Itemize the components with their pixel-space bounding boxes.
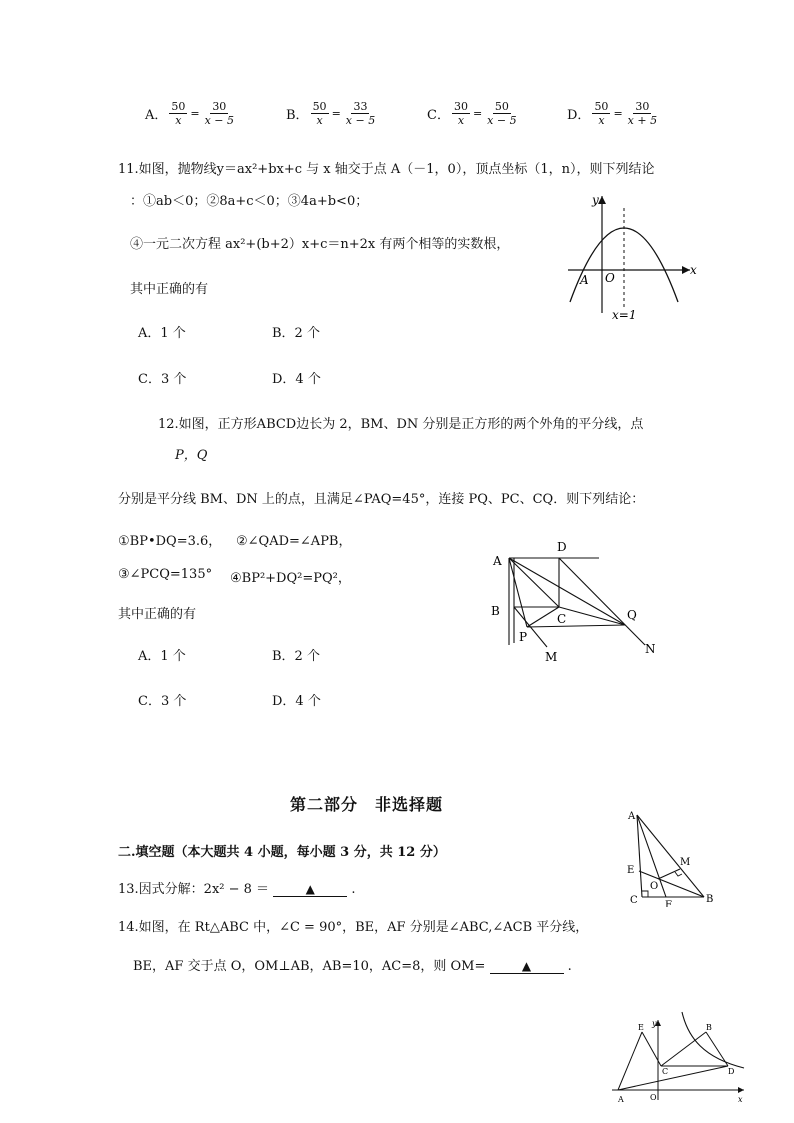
q11-option-a: A．1 个 [138,326,186,341]
q11-question: 其中正确的有 [130,282,209,297]
y-axis-arrow [598,196,606,204]
label-e: E [627,865,635,876]
label-b: B [706,894,714,905]
label-m: M [680,857,691,868]
label-e: E [638,1023,644,1032]
q13-end: . [351,882,356,897]
q15-hyperbola-figure [604,1008,754,1106]
q13-answer-blank[interactable]: ▲ [273,882,347,897]
label-a: A [493,554,502,568]
q11-stem: 11.如图，抛物线y＝ax²+bx+c 与 x 轴交于点 A（－1，0），顶点坐标（1，n），则下列结论 [118,162,655,177]
part2-title: 第二部分 非选择题 [290,795,444,814]
line-ad [618,1066,728,1090]
q13-line [118,878,355,897]
point-a-label: A [580,273,589,287]
line-cb [661,1032,706,1066]
label-x: x [738,1095,743,1104]
q12-option-c: C．3 个 [138,694,187,709]
q12-conclusion-3: ③∠PCQ=135° [118,567,213,582]
label-c: C [557,612,567,626]
line-cq [559,607,625,625]
hyperbola-curve [682,1012,744,1068]
q10-option-c: C． $\frac{30}{x}$ = $\frac{50}{x - 5}$ [427,100,517,127]
label-c: C [630,895,638,906]
q12-square-figure [485,535,665,665]
line-ap [509,558,527,627]
label-b: B [706,1023,712,1032]
q12-conditions-intro: 分别是平分线 BM、DN 上的点，且满足∠PAQ=45°，连接 PQ、PC、CQ．则下列结论： [118,492,645,507]
q14-end: . [567,959,572,974]
q12-stem: 12.如图，正方形ABCD边长为 2，BM、DN 分别是正方形的两个外角的平分线，点 [158,417,644,432]
label-c: C [662,1067,669,1076]
x-axis-arrow [738,1087,744,1093]
q12-conclusion-2: ②∠QAD=∠APB， [236,534,352,549]
q10-option-a: A． $\frac{50}{x}$ = $\frac{30}{x - 5}$ [145,100,235,127]
label-q: Q [627,608,637,622]
x-axis-arrow [682,266,690,274]
x-axis-label: x [690,263,697,277]
label-y: y [652,1019,657,1028]
q14-triangle-figure [622,805,722,907]
q11-option-c: C．3 个 [138,372,187,387]
line-ae [618,1032,642,1090]
q12-stem-points: P，Q [175,448,208,463]
line-pq [527,625,625,627]
q10-option-b: B． $\frac{50}{x}$ = $\frac{33}{x - 5}$ [286,100,376,127]
line-pc [527,607,559,627]
bisector-be [639,871,704,897]
label-o: O [650,1093,657,1102]
q12-conclusion-4: ④BP²+DQ²=PQ²， [230,571,351,586]
q14-text: BE，AF 交于点 O，OM⊥AB，AB=10，AC=8，则 OM= [133,959,486,974]
q12-conclusion-1: ①BP•DQ=3.6， [118,534,222,549]
q11-option-b: B．2 个 [272,326,320,341]
symmetry-axis-label: x=1 [612,308,637,322]
label-a: A [618,1095,624,1104]
label-m: M [545,650,558,664]
side-ab [637,815,704,897]
q12-option-b: B．2 个 [272,649,320,664]
q14-answer-blank[interactable]: ▲ [490,959,564,974]
q11-condition-4: ④一元二次方程 ax²+(b+2）x+c＝n+2x 有两个相等的实数根， [130,237,510,252]
q14-line2 [133,955,572,974]
label-d: D [728,1067,735,1076]
line-bd [706,1032,728,1066]
q12-option-d: D．4 个 [272,694,321,709]
label-p: P [519,630,528,644]
right-angle-m [675,872,682,876]
label-a: A [628,811,636,822]
y-axis-label: y [592,193,599,207]
origin-label: O [605,271,615,285]
right-angle-c [642,891,648,897]
label-d: D [557,540,567,554]
q11-parabola-figure [560,190,700,325]
q10-option-d: D． $\frac{50}{x}$ = $\frac{30}{x + 5}$ [567,100,658,127]
q11-option-d: D．4 个 [272,372,321,387]
section-2-heading: 二.填空题（本大题共 4 小题，每小题 3 分，共 12 分） [118,845,446,860]
line-dn [559,558,645,645]
q14-line1: 14.如图，在 Rt△ABC 中，∠C = 90°，BE，AF 分别是∠ABC,∠ACB 平分线， [118,920,589,935]
label-n: N [645,642,656,656]
line-aq [509,558,625,625]
q12-option-a: A．1 个 [138,649,186,664]
q11-conditions: ：①ab＜0；②8a+c＜0；③4a+b<0； [130,194,369,209]
q12-question: 其中正确的有 [118,607,197,622]
label-f: F [665,900,672,907]
label-b: B [491,604,500,618]
label-o: O [650,881,659,892]
q13-text: 13.因式分解：2x² − 8 ＝ [118,882,270,897]
